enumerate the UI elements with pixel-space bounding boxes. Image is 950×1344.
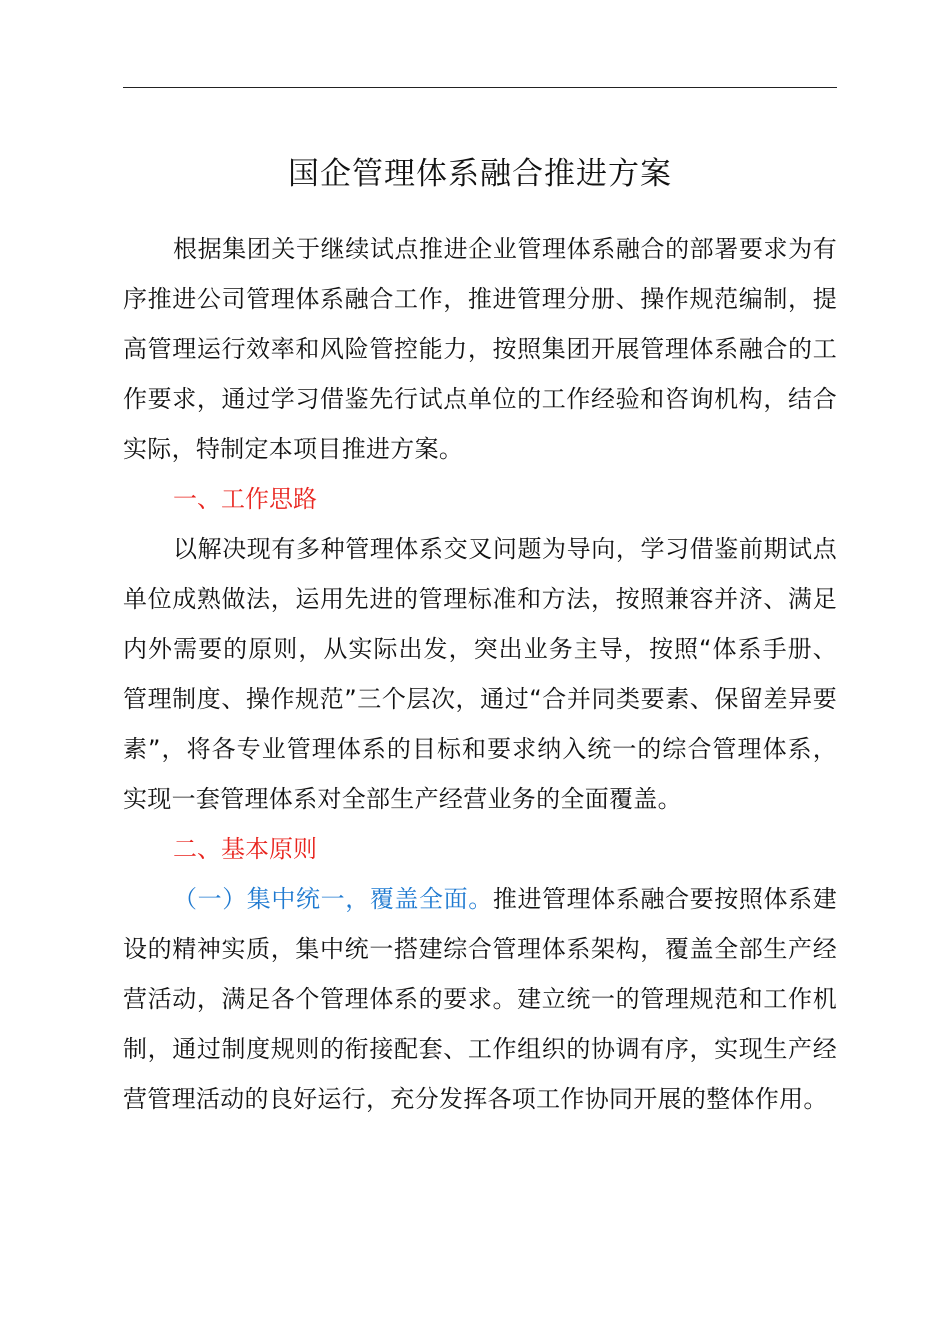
intro-paragraph: 根据集团关于继续试点推进企业管理体系融合的部署要求为有序推进公司管理体系融合工作，推进管理分册、操作规范编制，提高管理运行效率和风险管控能力，按照集团开展管理体系融合的工作要求，通过学习借鉴先行试点单位的工作经验和咨询机构，结合实际，特制定本项目推进方案。 (123, 235, 837, 463)
header-rule (123, 87, 837, 88)
principle-subheading: （一）集中统一，覆盖全面。 (173, 885, 493, 913)
document-body (123, 224, 837, 1124)
principle-body: 推进管理体系融合要按照体系建设的精神实质，集中统一搭建综合管理体系架构，覆盖全部生产经营活动，满足各个管理体系的要求。建立统一的管理规范和工作机制，通过制度规则的衔接配套、工作组织的协调有序，实现生产经营管理活动的良好运行，充分发挥各项工作协同开展的整体作用。 (123, 885, 838, 1113)
document-title: 国企管理体系融合推进方案 (288, 156, 672, 192)
section-heading-basic-principles: 二、基本原则 (173, 835, 317, 863)
section-body-work-approach: 以解决现有多种管理体系交叉问题为导向，学习借鉴前期试点单位成熟做法，运用先进的管理标准和方法，按照兼容并济、满足内外需要的原则，从实际出发，突出业务主导，按照“体系手册、管理制度、操作规范”三个层次，通过“合并同类要素、保留差异要素”，将各专业管理体系的目标和要求纳入统一的综合管理体系，实现一套管理体系对全部生产经营业务的全面覆盖。 (123, 535, 837, 813)
principle-paragraph (123, 874, 837, 1124)
section-heading-work-approach: 一、工作思路 (173, 485, 317, 513)
